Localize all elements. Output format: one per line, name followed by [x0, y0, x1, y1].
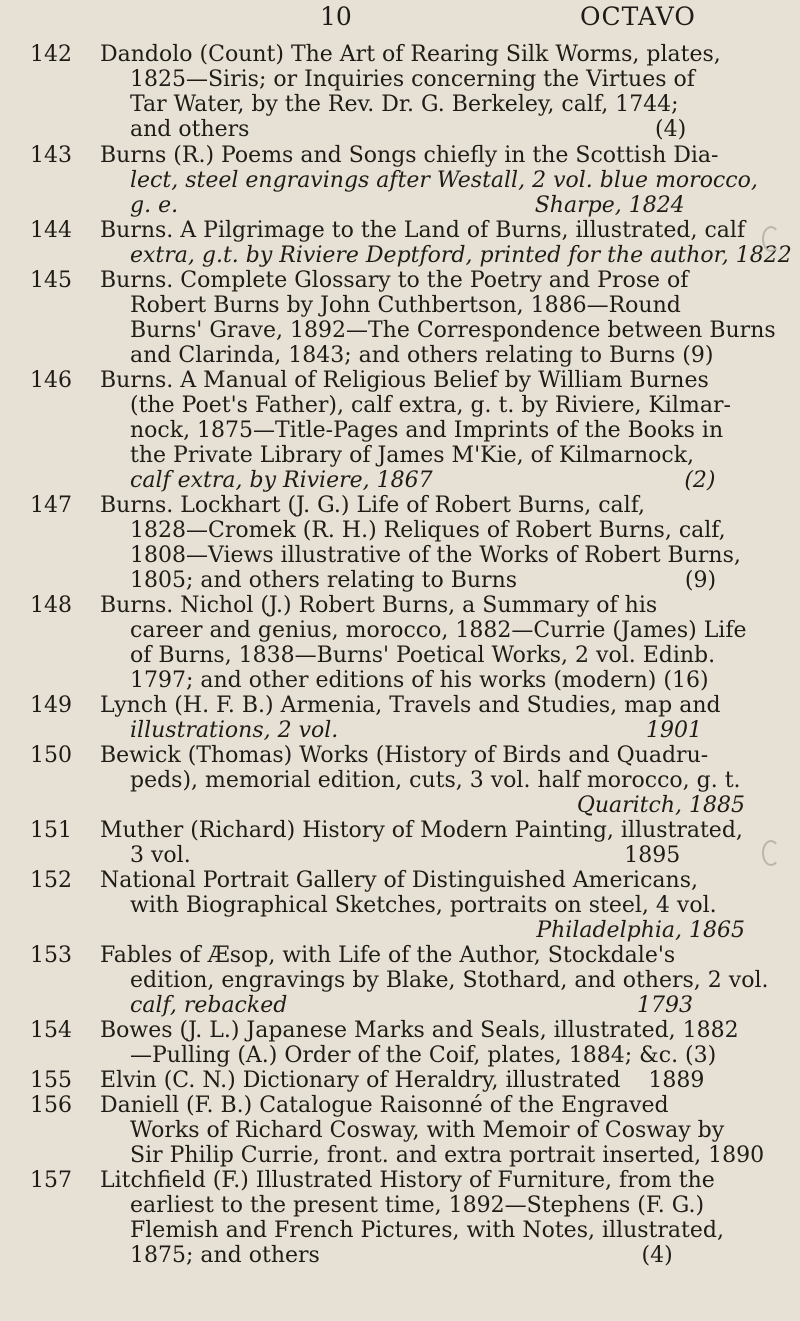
lot-number: 142 [30, 42, 72, 67]
lot-line: with Biographical Sketches, portraits on steel, 4 vol. [130, 893, 717, 918]
lot-number: 157 [30, 1168, 72, 1193]
page-header [0, 2, 800, 38]
lot-number: 147 [30, 493, 72, 518]
lot-line: 1825—Siris; or Inquiries concerning the Virtues of [130, 67, 695, 92]
lot-line: Fables of Æsop, with Life of the Author, Stockdale's [100, 943, 676, 968]
lot-line: Burns. Lockhart (J. G.) Life of Robert Burns, calf, [100, 493, 646, 518]
lot-line: Bowes (J. L.) Japanese Marks and Seals, illustrated, 1882 [100, 1018, 739, 1043]
lot-line: and others (4) [130, 117, 687, 142]
lot-line: Lynch (H. F. B.) Armenia, Travels and Studies, map and [100, 693, 721, 718]
lot-line: calf extra, by Riviere, 1867 (2) [130, 468, 716, 493]
lot-number: 149 [30, 693, 72, 718]
lot-line: g. e. Sharpe, 1824 [130, 193, 685, 218]
lot-line: edition, engravings by Blake, Stothard, and others, 2 vol. [130, 968, 769, 993]
lot-line: calf, rebacked 1793 [130, 993, 693, 1018]
lot-line: Burns' Grave, 1892—The Correspondence between Burns [130, 318, 776, 343]
lot-line: the Private Library of James M'Kie, of Kilmarnock, [130, 443, 695, 468]
lot-line: Flemish and French Pictures, with Notes, illustrated, [130, 1218, 724, 1243]
lot-description [100, 1018, 745, 1068]
lot-description [100, 743, 745, 818]
page-number: 10 [320, 2, 352, 31]
lot-line: Works of Richard Cosway, with Memoir of Cosway by [130, 1118, 725, 1143]
lot-number: 143 [30, 143, 72, 168]
lot-line: 1875; and others (4) [130, 1243, 673, 1268]
lot-line: 1828—Cromek (R. H.) Reliques of Robert Burns, calf, [130, 518, 726, 543]
lot-number: 150 [30, 743, 72, 768]
lot-description [100, 693, 745, 743]
lot-line: —Pulling (A.) Order of the Coif, plates, 1884; &c. (3) [130, 1043, 717, 1068]
lot-description [100, 818, 745, 868]
lot-line: Muther (Richard) History of Modern Painting, illustrated, [100, 818, 743, 843]
lot-description [100, 143, 758, 218]
lot-description [100, 593, 745, 693]
lot-line: 3 vol. 1895 [130, 843, 681, 868]
lot-description [100, 42, 745, 142]
lot-description [100, 268, 776, 368]
lot-line: Burns. Nichol (J.) Robert Burns, a Summary of his [100, 593, 658, 618]
lot-line: Burns. A Pilgrimage to the Land of Burns, illustrated, calf [100, 218, 746, 243]
lot-line: 1797; and other editions of his works (modern) (16) [130, 668, 709, 693]
lot-number: 155 [30, 1068, 72, 1093]
lot-number: 152 [30, 868, 72, 893]
lot-line: Philadelphia, 1865 [536, 918, 745, 943]
lot-line: nock, 1875—Title-Pages and Imprints of the Books in [130, 418, 724, 443]
lot-line: Burns. Complete Glossary to the Poetry and Prose of [100, 268, 689, 293]
lot-number: 154 [30, 1018, 72, 1043]
lot-line: (the Poet's Father), calf extra, g. t. by Riviere, Kilmar- [130, 393, 731, 418]
lot-number: 146 [30, 368, 72, 393]
lot-description [100, 368, 745, 493]
lot-line: and Clarinda, 1843; and others relating to Burns (9) [130, 343, 714, 368]
lot-line: of Burns, 1838—Burns' Poetical Works, 2 vol. Edinb. [130, 643, 716, 668]
lot-line: Burns (R.) Poems and Songs chiefly in the Scottish Dia- [100, 143, 719, 168]
running-head: OCTAVO [580, 2, 696, 31]
lot-description [100, 943, 769, 1018]
margin-ring-mark-icon [762, 840, 780, 866]
lot-line: lect, steel engravings after Westall, 2 vol. blue morocco, [130, 168, 758, 193]
lot-line: extra, g.t. by Riviere Deptford, printed for the author, 1822 [130, 243, 792, 268]
lot-line: Sir Philip Currie, front. and extra portrait inserted, 1890 [130, 1143, 765, 1168]
lot-number: 148 [30, 593, 72, 618]
lot-line: Daniell (F. B.) Catalogue Raisonné of the Engraved [100, 1093, 669, 1118]
lot-description [100, 868, 745, 943]
lot-description [100, 218, 792, 268]
lot-line: Burns. A Manual of Religious Belief by William Burnes [100, 368, 709, 393]
lot-line: peds), memorial edition, cuts, 3 vol. half morocco, g. t. [130, 768, 741, 793]
lot-line: Robert Burns by John Cuthbertson, 1886—Round [130, 293, 681, 318]
lot-line: 1808—Views illustrative of the Works of Robert Burns, [130, 543, 741, 568]
lot-description [100, 1168, 745, 1268]
lot-line: 1805; and others relating to Burns (9) [130, 568, 717, 593]
lot-line: illustrations, 2 vol. 1901 [130, 718, 702, 743]
lot-number: 145 [30, 268, 72, 293]
lot-number: 156 [30, 1093, 72, 1118]
lot-line: career and genius, morocco, 1882—Currie (James) Life [130, 618, 747, 643]
lot-line: National Portrait Gallery of Distinguished Americans, [100, 868, 698, 893]
lot-line: Bewick (Thomas) Works (History of Birds and Quadru- [100, 743, 709, 768]
lot-description [100, 493, 745, 593]
lot-line: Elvin (C. N.) Dictionary of Heraldry, illustrated 1889 [100, 1068, 705, 1093]
lot-line: Dandolo (Count) The Art of Rearing Silk Worms, plates, [100, 42, 721, 67]
margin-ring-mark-icon [762, 226, 780, 252]
lot-line: Quaritch, 1885 [576, 793, 745, 818]
lot-description [100, 1068, 745, 1093]
lot-number: 153 [30, 943, 72, 968]
lot-description [100, 1093, 765, 1168]
lot-line: Litchfield (F.) Illustrated History of Furniture, from the [100, 1168, 715, 1193]
lot-line: Tar Water, by the Rev. Dr. G. Berkeley, calf, 1744; [130, 92, 679, 117]
lot-number: 144 [30, 218, 72, 243]
lot-number: 151 [30, 818, 72, 843]
lot-line: earliest to the present time, 1892—Stephens (F. G.) [130, 1193, 705, 1218]
